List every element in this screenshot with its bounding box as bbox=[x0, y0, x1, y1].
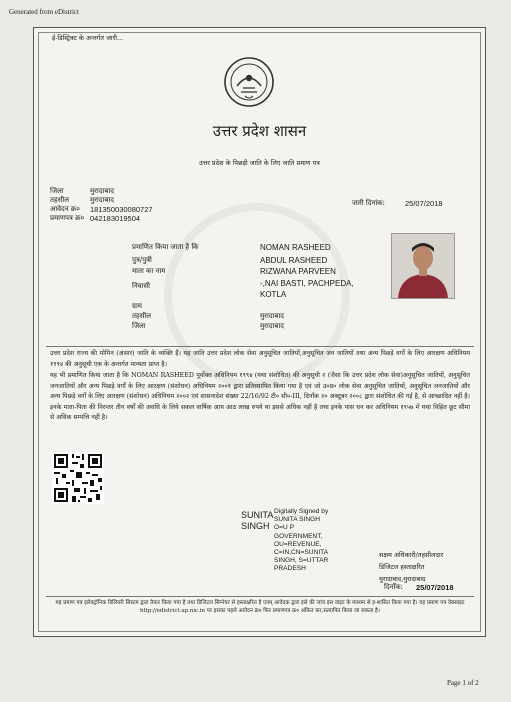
page-number: Page 1 of 2 bbox=[447, 679, 479, 687]
dsig-line: C=IN,CN=SUNITA bbox=[274, 549, 329, 557]
authority-line: मुरादाबाद,मुरादाबाद bbox=[379, 575, 426, 583]
person-label-district: जिला bbox=[132, 322, 146, 330]
top-note: ई-डिस्ट्रिक्ट के अन्तर्गत जारी... bbox=[52, 34, 124, 42]
person-label-certified: प्रमाणित किया जाता है कि bbox=[132, 243, 199, 251]
detail-value-tehsil: मुरादाबाद bbox=[90, 196, 114, 204]
authority-date: 25/07/2018 bbox=[416, 583, 454, 592]
person-label-resident: निवासी bbox=[132, 282, 150, 290]
certificate-title: उत्तर प्रदेश शासन bbox=[212, 122, 307, 140]
issue-date-label: जारी दिनांक: bbox=[352, 199, 385, 207]
signer-name-2: SINGH bbox=[241, 521, 270, 531]
detail-value-certificate: 042183019504 bbox=[90, 214, 141, 223]
dsig-line: Digitally Signed by bbox=[274, 508, 329, 515]
person-value-tehsil: मुरादाबाद bbox=[260, 312, 284, 320]
authority-line: सक्षम अधिकारी/तहसीलदार bbox=[379, 551, 444, 559]
dsig-line: OU=REVENUE, bbox=[274, 540, 322, 548]
dsig-line: SINGH, S=UTTAR bbox=[274, 557, 329, 565]
certificate-subtitle: उत्तर प्रदेश के पिछड़ी जाति के लिए जाति प्रमाण पत्र bbox=[199, 159, 320, 167]
person-value-name: NOMAN RASHEED bbox=[260, 243, 331, 252]
certification-paragraph: यह भी प्रमाणित किया जाता है कि NOMAN RASHEED पूर्वोक्त अधिनियम १९९४ (यथा संशोधित) की अनुसूची २ (जैसा कि उत्तर प्रदेश लोक सेवा)अनुसूचित जातियों, अनुसूचित जनजातियों और अन्य पिछड़े वर्गों के लिए आरक्षण (संशोधन) अधिनियम २००१ द्वारा प्रतिस्थापित किया गया है एवं जो उ०प्र० लोक सेवा अनुसूचित जातियों, अनुसूचित जनजातियों और अन्य पिछड़े वर्गों के लिए आरक्षण (संशोधन) अधिनियम २००२ एवं शासनादेश संख्या 22/16/92 टी० सी०-III, दिनाँक २० अक्टूबर २००८ द्वारा संशोधित की गई है, से आच्छादित नहीं है।इनके माता-पिता की निरन्तर तीन वर्षों की अवधि के लिये सकल वार्षिक आय आठ लाख रुपये या इससे अधिक नहीं है तथा इनके पास धन कर अधिनियम १९५७ में यथा विहित छूट सीमा से अधिक सम्पत्ति नहीं है। bbox=[50, 372, 470, 422]
detail-label-application: आवेदन क्र० bbox=[50, 205, 80, 213]
authority-line: डिजिटल हस्ताक्षरित bbox=[379, 563, 425, 571]
detail-label-tehsil: तहसील bbox=[50, 196, 69, 204]
person-label-child-of: पुत्र/पुत्री bbox=[132, 256, 152, 264]
person-label-village: ग्राम bbox=[132, 302, 142, 310]
person-photo-icon bbox=[392, 234, 454, 298]
authority-date-label: दिनाँक: bbox=[384, 583, 403, 591]
page-header: Generated from eDistrict bbox=[9, 8, 79, 16]
up-govt-seal-icon bbox=[223, 56, 275, 108]
dsig-line: PRADESH bbox=[274, 565, 306, 573]
digital-signature-block bbox=[274, 508, 328, 574]
person-value-address: -,NAI BASTI, PACHPEDA, bbox=[260, 279, 354, 288]
dsig-line: GOVERNMENT, bbox=[274, 532, 323, 540]
person-label-mother: माता का नाम bbox=[132, 267, 166, 275]
authority-block bbox=[379, 549, 443, 585]
separator-line bbox=[46, 346, 474, 347]
person-value-mother: RIZWANA PARVEEN bbox=[260, 267, 336, 276]
footer-separator bbox=[46, 596, 474, 597]
person-value-district: मुरादाबाद bbox=[260, 322, 284, 330]
person-value-address-2: KOTLA bbox=[260, 290, 287, 299]
certificate-frame bbox=[33, 27, 486, 637]
detail-value-application: 181350030080727 bbox=[90, 205, 153, 214]
detail-label-district: जिला bbox=[50, 187, 64, 195]
dsig-line: SUNITA SINGH bbox=[274, 516, 321, 524]
signer-name-1: SUNITA bbox=[241, 510, 274, 520]
detail-value-district: मुरादाबाद bbox=[90, 187, 114, 195]
person-label-tehsil: तहसील bbox=[132, 312, 151, 320]
qr-code-icon bbox=[52, 452, 104, 504]
person-value-father: ABDUL RASHEED bbox=[260, 256, 328, 265]
dsig-line: O=U P bbox=[274, 524, 294, 532]
footer-note: यह प्रमाण पत्र इलेक्ट्रॉनिक डिलिवरी सिस्टम द्वारा तैयार किया गया है तथा डिजिटल सिग्नेचर से हस्ताक्षरित है एवम् आवेदक द्वारा इसे की जांच इस वाइट के माध्यम से इ-शासित किया गया है। यह प्रमाण पत्र वेबसाइट http://edistrict.up.nic.in पर इसका पहले आवेदन क्र० फिर प्रमाणपत्र क्र० अंकित कर,सत्यापित किया जा सकता है। bbox=[55, 600, 465, 615]
caste-paragraph: उत्तर प्रदेश राज्य की मोमिन (अंसार) जाति के व्यक्ति हैं। यह जाति उत्तर प्रदेश लोक सेवा अनुसूचित जातियों,अनुसूचित जन जातियों तथा अन्य पिछड़े वर्गों के लिए आरक्षण अधिनियम १९९४ की अनुसूची एक के अन्तर्गत मान्यता प्राप्त है। bbox=[50, 350, 470, 368]
applicant-photo bbox=[391, 233, 455, 299]
issue-date: 25/07/2018 bbox=[405, 199, 443, 208]
detail-label-certificate: प्रमाणपत्र क्र० bbox=[50, 214, 85, 222]
